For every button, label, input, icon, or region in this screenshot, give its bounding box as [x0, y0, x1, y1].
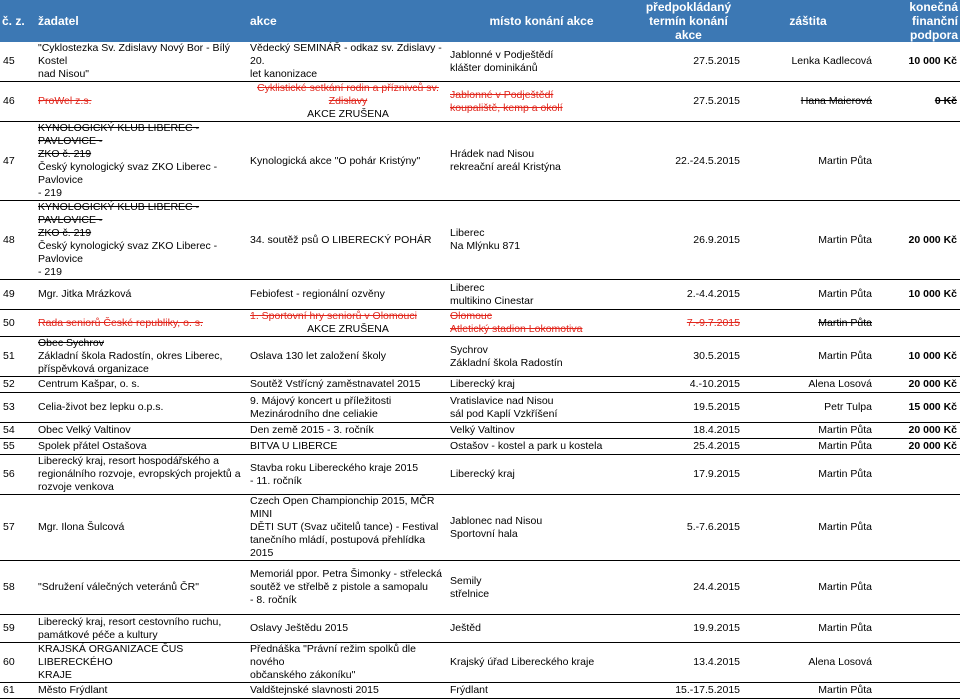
- applicant-cell: "Cyklostezka Sv. Zdislavy Nový Bor - Bílý Kostel nad Nisou": [36, 42, 248, 82]
- row-number: 53: [0, 393, 36, 423]
- event-cell: Den země 2015 - 3. ročník: [248, 423, 448, 439]
- header-financial-support: konečná finanční podpora: [874, 0, 960, 42]
- event-cell: Přednáška "Právní režim spolků dle nového občanského zákoníku": [248, 643, 448, 683]
- venue-cell: Olomouc Atletický stadion Lokomotiva: [448, 310, 635, 337]
- patron-cell: Martin Půta: [742, 423, 874, 439]
- venue-cell: Krajský úřad Libereckého kraje: [448, 643, 635, 683]
- amount-cell: 10 000 Kč: [874, 280, 960, 310]
- venue-cell: Liberec Na Mlýnku 871: [448, 201, 635, 280]
- patron-cell: Hana Maierová: [742, 82, 874, 122]
- table-row: [0, 280, 960, 310]
- patron-cell: Martin Půta: [742, 122, 874, 201]
- event-cell: Valdštejnské slavnosti 2015: [248, 683, 448, 699]
- date-cell: 17.9.2015: [635, 455, 742, 495]
- applicant-cell: Mgr. Jitka Mrázková: [36, 280, 248, 310]
- venue-cell: Ještěd: [448, 615, 635, 643]
- patron-cell: Martin Půta: [742, 280, 874, 310]
- table-row: [0, 42, 960, 82]
- applicant-cell: Obec Velký Valtinov: [36, 423, 248, 439]
- date-cell: 18.4.2015: [635, 423, 742, 439]
- applicant-cell: Celia-život bez lepku o.p.s.: [36, 393, 248, 423]
- event-cell: Vědecký SEMINÁŘ - odkaz sv. Zdislavy - 20. let kanonizace: [248, 42, 448, 82]
- patron-cell: Martin Půta: [742, 337, 874, 377]
- row-number: 50: [0, 310, 36, 337]
- patron-cell: Alena Losová: [742, 643, 874, 683]
- venue-cell: Semily střelnice: [448, 561, 635, 615]
- row-number: 48: [0, 201, 36, 280]
- event-cell: Memoriál ppor. Petra Šimonky - střelecká soutěž ve střelbě z pistole a samopalu - 8. ročník: [248, 561, 448, 615]
- header-event: akce: [248, 0, 448, 42]
- event-cell: Oslavy Ještědu 2015: [248, 615, 448, 643]
- row-number: 52: [0, 377, 36, 393]
- header-applicant: žadatel: [36, 0, 248, 42]
- venue-cell: Hrádek nad Nisou rekreační areál Kristýna: [448, 122, 635, 201]
- applicant-cell: ProWel z.s.: [36, 82, 248, 122]
- venue-cell: Sychrov Základní škola Radostín: [448, 337, 635, 377]
- applicant-cell: KRAJSKÁ ORGANIZACE ČUS LIBERECKÉHO KRAJE: [36, 643, 248, 683]
- patron-cell: Alena Losová: [742, 377, 874, 393]
- date-cell: 19.9.2015: [635, 615, 742, 643]
- event-cell: Stavba roku Libereckého kraje 2015 - 11. ročník: [248, 455, 448, 495]
- venue-cell: Liberecký kraj: [448, 377, 635, 393]
- amount-cell: 15 000 Kč: [874, 393, 960, 423]
- table-row: [0, 495, 960, 561]
- table-row: [0, 615, 960, 643]
- date-cell: 24.4.2015: [635, 561, 742, 615]
- row-number: 45: [0, 42, 36, 82]
- header-venue: místo konání akce: [448, 0, 635, 42]
- row-number: 61: [0, 683, 36, 699]
- patron-cell: Martin Půta: [742, 615, 874, 643]
- amount-cell: [874, 310, 960, 337]
- patron-cell: Martin Půta: [742, 310, 874, 337]
- row-number: 57: [0, 495, 36, 561]
- date-cell: 4.-10.2015: [635, 377, 742, 393]
- applicant-cell: Obec Sychrov Základní škola Radostín, okres Liberec, příspěvková organizace: [36, 337, 248, 377]
- date-cell: 7.-9.7.2015: [635, 310, 742, 337]
- date-cell: 22.-24.5.2015: [635, 122, 742, 201]
- date-cell: 26.9.2015: [635, 201, 742, 280]
- table-row: [0, 122, 960, 201]
- amount-cell: [874, 455, 960, 495]
- table-row: [0, 82, 960, 122]
- row-number: 56: [0, 455, 36, 495]
- date-cell: 27.5.2015: [635, 42, 742, 82]
- event-cell: Cyklistické setkání rodin a příznivců sv. Zdislavy AKCE ZRUŠENA: [248, 82, 448, 122]
- venue-cell: Velký Valtinov: [448, 423, 635, 439]
- event-cell: 1. Sportovní hry seniorů v Olomouci AKCE ZRUŠENA: [248, 310, 448, 337]
- venue-cell: Liberecký kraj: [448, 455, 635, 495]
- applicant-cell: Město Frýdlant: [36, 683, 248, 699]
- amount-cell: [874, 561, 960, 615]
- row-number: 47: [0, 122, 36, 201]
- row-number: 49: [0, 280, 36, 310]
- amount-cell: 20 000 Kč: [874, 377, 960, 393]
- applicant-cell: Liberecký kraj, resort hospodářského a regionálního rozvoje, evropských projektů a rozvoje venkova: [36, 455, 248, 495]
- amount-cell: 20 000 Kč: [874, 423, 960, 439]
- event-cell: Kynologická akce "O pohár Kristýny": [248, 122, 448, 201]
- applicant-cell: Centrum Kašpar, o. s.: [36, 377, 248, 393]
- event-cell: Czech Open Championchip 2015, MČR MINI DĚTI SUT (Svaz učitelů tance) - Festival tanečního mládí, postupová přehlídka 2015: [248, 495, 448, 561]
- date-cell: 19.5.2015: [635, 393, 742, 423]
- venue-cell: Jablonné v Podještědí klášter dominikánů: [448, 42, 635, 82]
- header-cz: č. z.: [0, 0, 36, 42]
- applicant-cell: Liberecký kraj, resort cestovního ruchu, památkové péče a kultury: [36, 615, 248, 643]
- patron-cell: Martin Půta: [742, 495, 874, 561]
- date-cell: 25.4.2015: [635, 439, 742, 455]
- table-row: [0, 337, 960, 377]
- table-row: [0, 423, 960, 439]
- venue-cell: Liberec multikino Cinestar: [448, 280, 635, 310]
- table-row: [0, 439, 960, 455]
- amount-cell: [874, 643, 960, 683]
- patron-cell: Lenka Kadlecová: [742, 42, 874, 82]
- event-cell: Soutěž Vstřícný zaměstnavatel 2015: [248, 377, 448, 393]
- date-cell: 27.5.2015: [635, 82, 742, 122]
- event-cell: 9. Májový koncert u příležitosti Mezinárodního dne celiakie: [248, 393, 448, 423]
- event-cell: BITVA U LIBERCE: [248, 439, 448, 455]
- date-cell: 30.5.2015: [635, 337, 742, 377]
- amount-cell: 20 000 Kč: [874, 439, 960, 455]
- row-number: 46: [0, 82, 36, 122]
- date-cell: 2.-4.4.2015: [635, 280, 742, 310]
- venue-cell: Ostašov - kostel a park u kostela: [448, 439, 635, 455]
- cancelled-note: AKCE ZRUŠENA: [307, 108, 389, 120]
- amount-cell: 10 000 Kč: [874, 337, 960, 377]
- table-row: [0, 561, 960, 615]
- table-row: [0, 377, 960, 393]
- applicant-cell: Spolek přátel Ostašova: [36, 439, 248, 455]
- amount-cell: 10 000 Kč: [874, 42, 960, 82]
- amount-cell: [874, 683, 960, 699]
- header-date: předpokládaný termín konání akce: [635, 0, 742, 42]
- table-row: [0, 393, 960, 423]
- table-row: [0, 643, 960, 683]
- patron-cell: Martin Půta: [742, 683, 874, 699]
- event-cell: Oslava 130 let založení školy: [248, 337, 448, 377]
- amount-cell: [874, 615, 960, 643]
- applicant-cell: Rada seniorů České republiky, o. s.: [36, 310, 248, 337]
- patron-cell: Martin Půta: [742, 201, 874, 280]
- applicant-cell: KYNOLOGICKÝ KLUB LIBEREC - PAVLOVICE - ZKO č. 219 Český kynologický svaz ZKO Liberec - Pavlovice - 219: [36, 122, 248, 201]
- amount-cell: [874, 122, 960, 201]
- patron-cell: Martin Půta: [742, 455, 874, 495]
- applicant-cell: KYNOLOGICKÝ KLUB LIBEREC - PAVLOVICE - ZKO č. 219 Český kynologický svaz ZKO Liberec - Pavlovice - 219: [36, 201, 248, 280]
- header-row: [0, 0, 960, 42]
- row-number: 59: [0, 615, 36, 643]
- venue-cell: Jablonné v Podještědí koupaliště, kemp a okolí: [448, 82, 635, 122]
- table-row: [0, 201, 960, 280]
- date-cell: 5.-7.6.2015: [635, 495, 742, 561]
- patron-cell: Petr Tulpa: [742, 393, 874, 423]
- patron-cell: Martin Půta: [742, 439, 874, 455]
- applicant-cell: Mgr. Ilona Šulcová: [36, 495, 248, 561]
- venue-cell: Frýdlant: [448, 683, 635, 699]
- event-cell: Febiofest - regionální ozvěny: [248, 280, 448, 310]
- amount-cell: 20 000 Kč: [874, 201, 960, 280]
- row-number: 55: [0, 439, 36, 455]
- patron-cell: Martin Půta: [742, 561, 874, 615]
- table-row: [0, 455, 960, 495]
- amount-cell: [874, 495, 960, 561]
- row-number: 60: [0, 643, 36, 683]
- table-row: [0, 310, 960, 337]
- row-number: 58: [0, 561, 36, 615]
- amount-cell: 0 Kč: [874, 82, 960, 122]
- date-cell: 13.4.2015: [635, 643, 742, 683]
- row-number: 51: [0, 337, 36, 377]
- table-row: [0, 683, 960, 699]
- date-cell: 15.-17.5.2015: [635, 683, 742, 699]
- event-cell: 34. soutěž psů O LIBERECKÝ POHÁR: [248, 201, 448, 280]
- venue-cell: Vratislavice nad Nisou sál pod Kaplí Vzkříšení: [448, 393, 635, 423]
- applicant-cell: "Sdružení válečných veteránů ČR": [36, 561, 248, 615]
- venue-cell: Jablonec nad Nisou Sportovní hala: [448, 495, 635, 561]
- cancelled-note: AKCE ZRUŠENA: [307, 323, 389, 335]
- row-number: 54: [0, 423, 36, 439]
- header-patron: záštita: [742, 0, 874, 42]
